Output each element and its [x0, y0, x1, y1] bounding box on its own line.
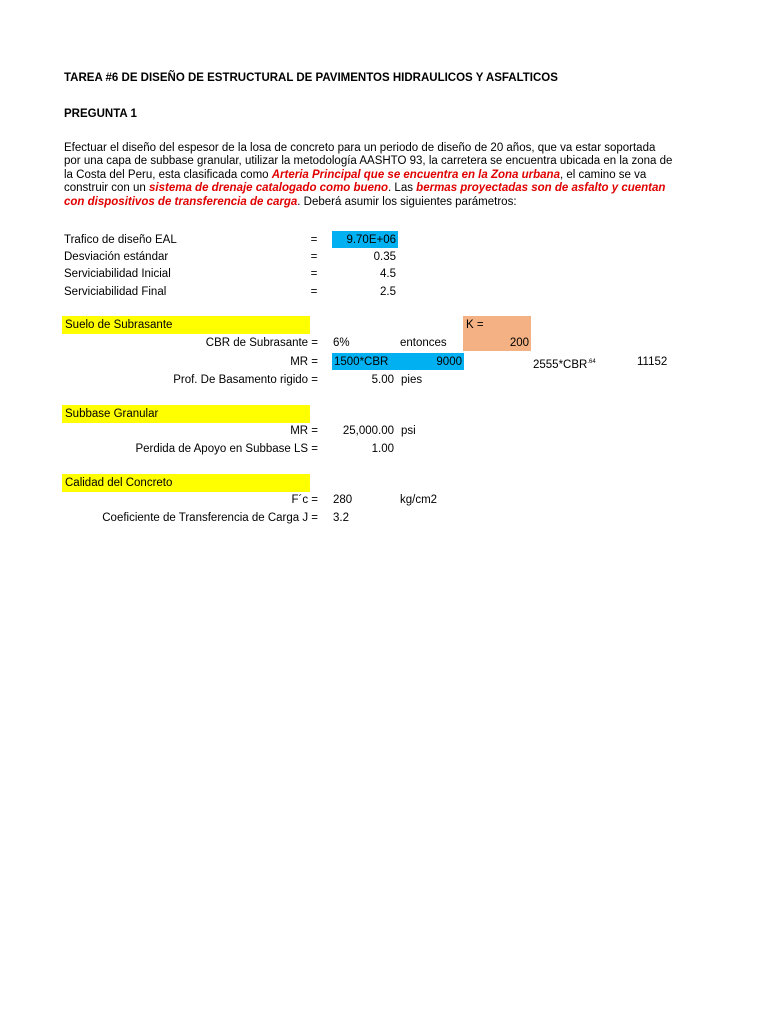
fc-unit: kg/cm2 — [400, 494, 438, 506]
statement-emphasis-3: bermas proyectadas son de asfalto y cuentan con dispositivos de transferencia de carga — [64, 182, 666, 208]
statement-emphasis-2: sistema de drenaje catalogado como bueno — [149, 182, 389, 195]
subbase-mr-value: 25,000.00 — [342, 425, 394, 437]
param-label-serv-inicial: Serviciabilidad Inicial — [64, 268, 171, 280]
mr-value: 9000 — [436, 356, 462, 368]
ls-value: 1.00 — [371, 443, 394, 455]
alt-formula — [533, 355, 596, 372]
question-heading: PREGUNTA 1 — [64, 108, 137, 120]
fc-value: 280 — [333, 494, 353, 506]
param-label-desviacion: Desviación estándar — [64, 251, 169, 263]
param-equals-desviacion: = — [310, 251, 318, 263]
cbr-label: CBR de Subrasante = — [205, 337, 318, 349]
param-value-serv-inicial: 4.5 — [380, 268, 396, 280]
param-equals-serv-final: = — [310, 286, 318, 298]
mr-formula: 1500*CBR — [334, 356, 389, 368]
fc-label: F´c = — [291, 494, 318, 506]
alt-formula-text: 2555*CBR — [533, 359, 588, 371]
statement-text-1: Efectuar el diseño del espesor de la losa de concreto para un periodo de diseño de 20 años, que va estar soportada por una capa de subbase granular, utilizar la metodología AASHTO 93, la carretera se encuentra ubicada en la zona de la Costa del Peru, esta clasificada como — [64, 142, 673, 181]
param-equals-eal: = — [310, 234, 318, 246]
k-value: 200 — [509, 337, 529, 349]
param-label-serv-final: Serviciabilidad Final — [64, 286, 167, 298]
problem-statement — [64, 142, 674, 209]
statement-text-2: , el camino se va construir con un — [64, 168, 647, 195]
k-label: K = — [466, 319, 484, 331]
entonces-text: entonces — [400, 337, 447, 349]
param-label-eal: Trafico de diseño EAL — [64, 234, 177, 246]
prof-value: 5.00 — [371, 374, 394, 386]
subrasante-header: Suelo de Subrasante — [65, 319, 173, 331]
param-equals-serv-inicial: = — [310, 268, 318, 280]
concreto-header: Calidad del Concreto — [65, 477, 173, 489]
statement-emphasis-1: Arteria Principal que se encuentra en la Zona urbana — [271, 168, 560, 181]
j-label: Coeficiente de Transferencia de Carga J = — [102, 512, 318, 524]
document-title: TAREA #6 DE DISEÑO DE ESTRUCTURAL DE PAVIMENTOS HIDRAULICOS Y ASFALTICOS — [64, 72, 558, 84]
ls-label: Perdida de Apoyo en Subbase LS = — [135, 443, 318, 455]
subbase-mr-label: MR = — [290, 425, 318, 437]
subbase-header: Subbase Granular — [65, 408, 159, 420]
mr-label: MR = — [290, 356, 318, 368]
prof-unit: pies — [401, 374, 423, 386]
prof-label: Prof. De Basamento rigido = — [173, 374, 318, 386]
j-value: 3.2 — [333, 512, 349, 524]
param-value-serv-final: 2.5 — [380, 286, 396, 298]
subbase-mr-unit: psi — [401, 425, 416, 437]
param-value-eal: 9.70E+06 — [346, 234, 396, 246]
statement-text-4: . Deberá asumir los siguientes parámetros: — [297, 195, 517, 208]
cbr-value: 6% — [333, 337, 350, 349]
alt-formula-exponent: .64 — [587, 359, 596, 365]
statement-text-3: . Las — [388, 182, 417, 195]
alt-value: 11152 — [637, 356, 668, 368]
param-value-desviacion: 0.35 — [373, 251, 396, 263]
